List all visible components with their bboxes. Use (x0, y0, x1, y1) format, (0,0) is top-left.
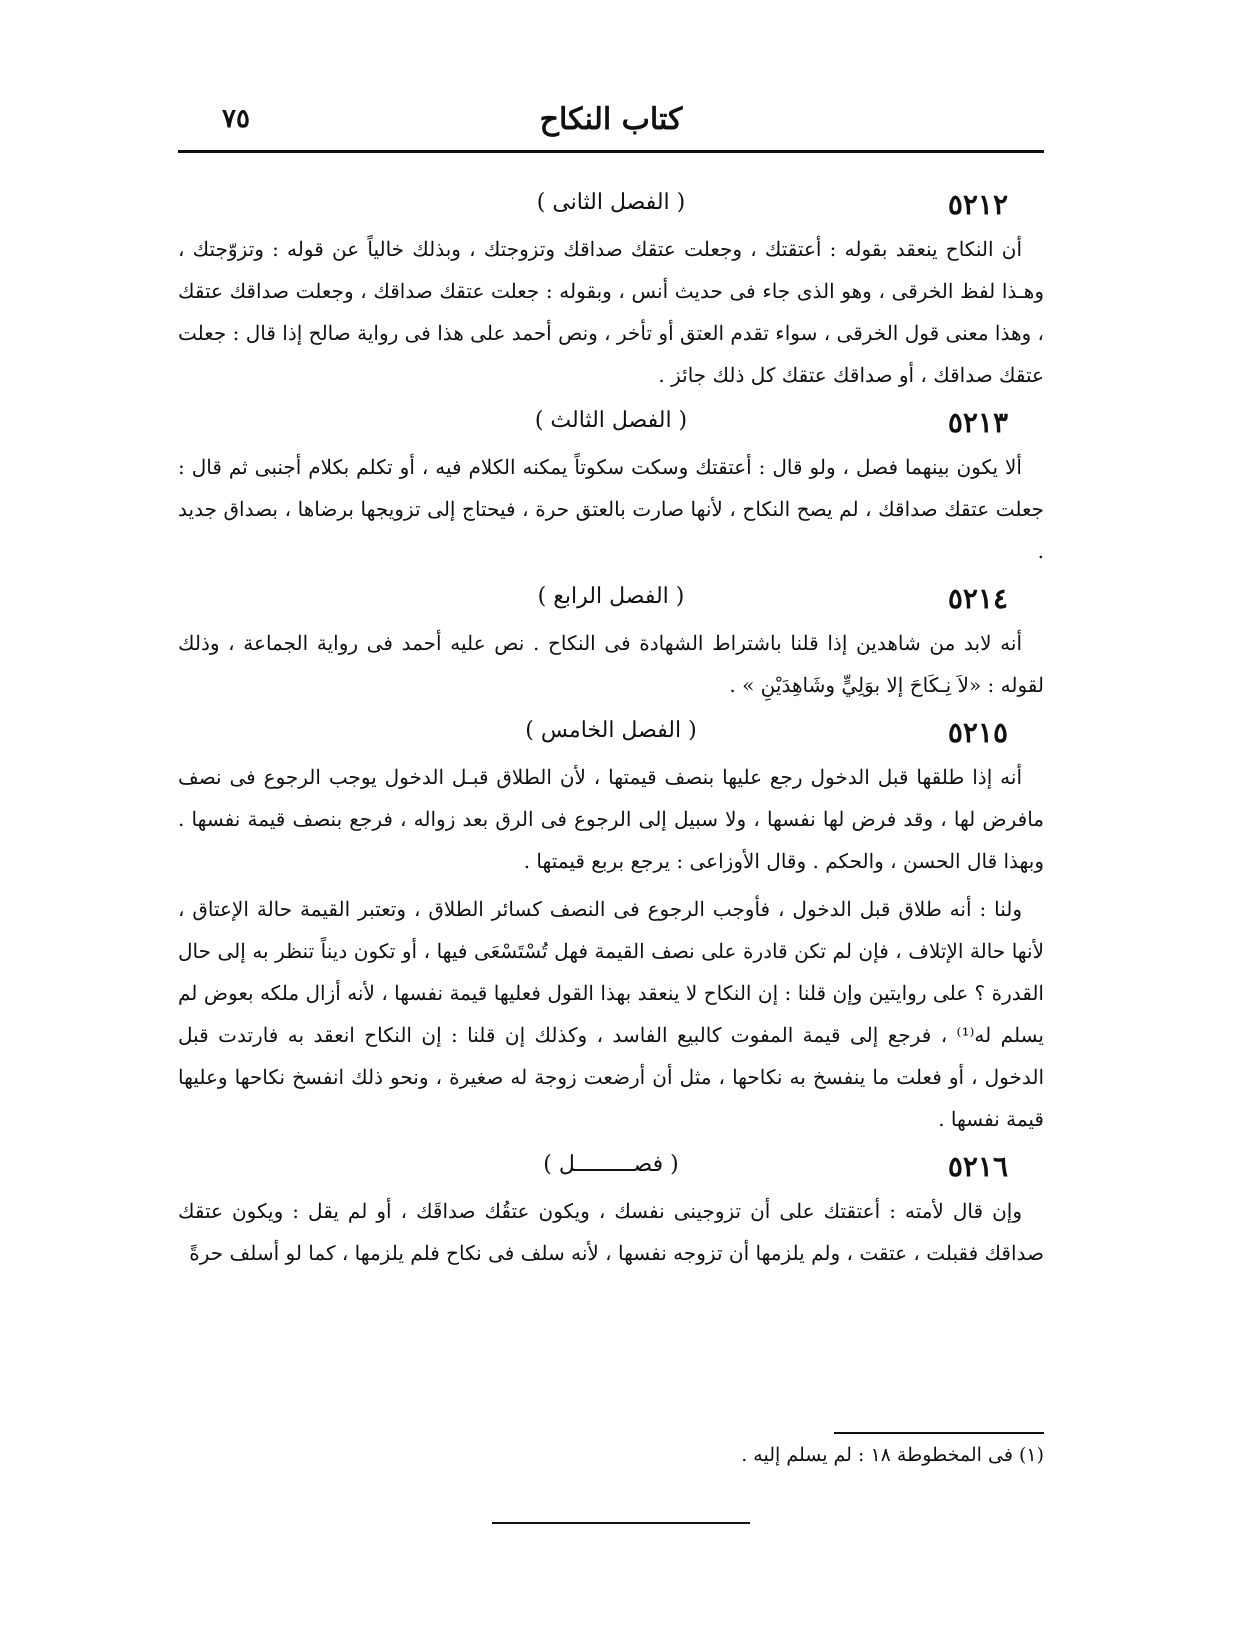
section-number: ٥٢١٤ (947, 582, 1008, 615)
section-heading (178, 184, 1044, 228)
footnote: (١) فى المخطوطة ١٨ : لم يسلم إليه . (741, 1444, 1044, 1466)
page-header (178, 92, 1044, 152)
document-page (178, 92, 1044, 1592)
section-number: ٥٢١٥ (947, 716, 1008, 749)
section-heading (178, 402, 1044, 446)
bottom-rule (492, 1522, 750, 1524)
section-label: ( الفصل الخامس ) (525, 718, 697, 743)
section-number: ٥٢١٢ (947, 188, 1008, 221)
section-number: ٥٢١٦ (947, 1150, 1008, 1183)
paragraph: وإن قال لأمته : أعتقتك على أن تزوجينى نفسك ، ويكون عتقُك صداقَك ، أو لم يقل : ويكون عتقك صداقك فقبلت ، عتقت ، ولم يلزمها أن تزوجه نفسها ، لأنه سلف فى نكاح فلم يلزمها ، كما لو أسلف حرةً (178, 1199, 1044, 1265)
footnote-rule (834, 1432, 1044, 1434)
paragraph: أن النكاح ينعقد بقوله : أعتقتك ، وجعلت عتقك صداقك وتزوجتك ، وبذلك خالياً عن قوله : وتزوّجتك ، وهـذا لفظ الخرقى ، وهو الذى جاء فى حديث أنس ، وبقوله : جعلت عتقك صداقك ، وجعلت صداقك عتقك ، وهذا معنى قول الخرقى ، سواء تقدم العتق أو تأخر ، ونص أحمد على هذا فى رواية صالح إذا قال : جعلت عتقك صداقك ، أو صداقك عتقك كل ذلك جائز . (178, 237, 1044, 387)
paragraph: أنه إذا طلقها قبل الدخول رجع عليها بنصف قيمتها ، لأن الطلاق قبـل الدخول يوجب الرجوع فى نصف مافرض لها ، وقد فرض لها نفسها ، ولا سبيل إلى الرجوع فى الرق بعد زواله ، فرجع بنصف قيمة نفسها . وبهذا قال الحسن ، والحكم . وقال الأوزاعى : يرجع بربع قيمتها . (178, 765, 1044, 873)
paragraph: ألا يكون بينهما فصل ، ولو قال : أعتقتك وسكت سكوتاً يمكنه الكلام فيه ، أو تكلم بكلام أجنبى ثم قال : جعلت عتقك صداقك ، لم يصح النكاح ، لأنها صارت بالعتق حرة ، فيحتاج إلى تزويجها برضاها ، بصداق جديد . (178, 455, 1045, 563)
page-number: ٧٥ (222, 104, 250, 134)
section-label: ( الفصل الثانى ) (536, 190, 686, 215)
section-label: ( فصـــــــــل ) (543, 1152, 679, 1177)
section-label: ( الفصل الثالث ) (534, 408, 688, 433)
section-heading (178, 578, 1044, 622)
section-label: ( الفصل الرابع ) (537, 584, 685, 609)
paragraph: ولنا : أنه طلاق قبل الدخول ، فأوجب الرجوع فى النصف كسائر الطلاق ، وتعتبر القيمة حالة الإعتاق ، لأنها حالة الإتلاف ، فإن لم تكن قادرة على نصف القيمة فهل تُسْتَسْعَى فيها ، أو تكون ديناً تنظر به إلى حال القدرة ؟ على روايتين وإن قلنا : إن النكاح لا ينعقد بهذا القول فعليها قيمة نفسها ، لأنه أزال ملكه بعوض لم يسلم له⁽¹⁾ ، فرجع إلى قيمة المفوت كالبيع الفاسد ، وكذلك إن قلنا : إن النكاح انعقد به فارتدت قبل الدخول ، أو فعلت ما ينفسخ به نكاحها ، مثل أن أرضعت زوجة له صغيرة ، ونحو ذلك انفسخ نكاحها وعليها قيمة نفسها . (178, 897, 1044, 1131)
section-heading (178, 712, 1044, 756)
paragraph: أنه لابد من شاهدين إذا قلنا باشتراط الشهادة فى النكاح . نص عليه أحمد فى رواية الجماعة ، وذلك لقوله : «لاَ نِـكَاحَ إلا بوَلِيٍّ وشَاهِدَيْنِ » . (178, 631, 1044, 697)
section-number: ٥٢١٣ (947, 406, 1008, 439)
section-heading (178, 1146, 1044, 1190)
page-content (178, 178, 1044, 1280)
book-title: كتاب النكاح (539, 102, 683, 137)
header-rule (178, 150, 1044, 153)
